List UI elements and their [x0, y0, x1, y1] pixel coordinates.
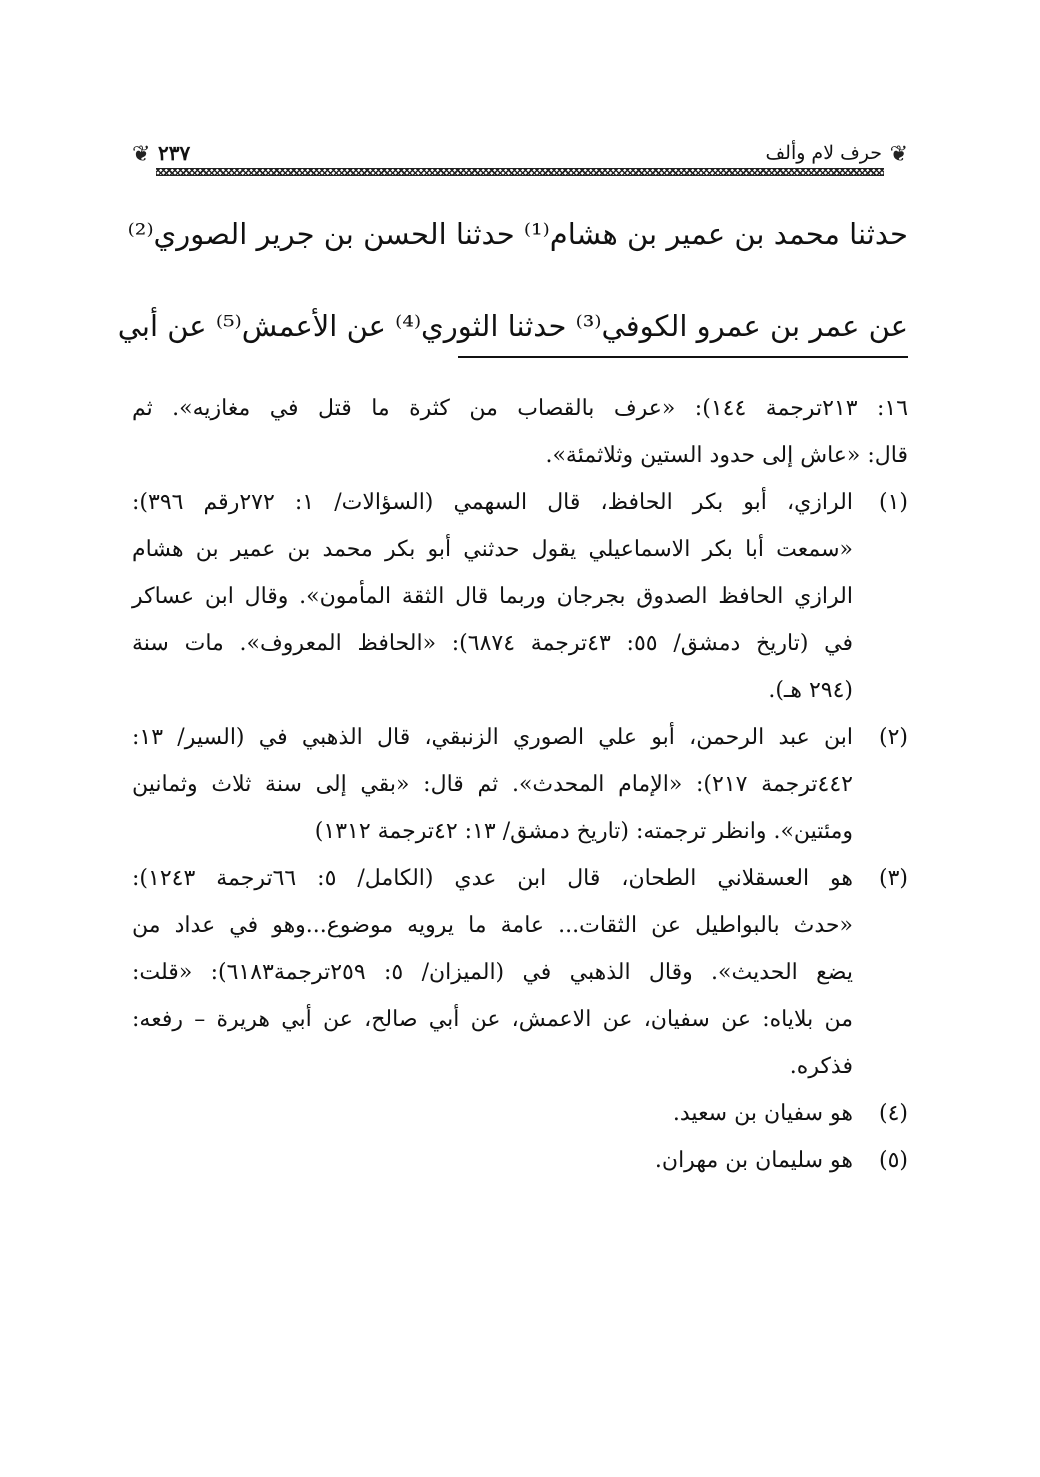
footnote-line: هو سفيان بن سعيد.	[672, 1101, 853, 1126]
footnote-line: هو العسقلاني الطحان، قال ابن عدي (الكامل/ ٥: ٦٦ترجمة ١٢٤٣):	[132, 866, 853, 891]
footnote-line: من بلاياه: عن سفيان، عن الاعمش، عن أبي صالح، عن أبي هريرة – رفعه:	[132, 1007, 853, 1032]
footnote-line: في (تاريخ دمشق/ ٥٥: ٤٣ترجمة ٦٨٧٤): «الحافظ المعروف». مات سنة	[132, 631, 854, 656]
footnote-line: قال: «عاش إلى حدود الستين وثلاثمئة».	[545, 443, 908, 468]
footnote-number: (٢)	[878, 725, 908, 750]
footnote-3	[132, 855, 908, 1090]
footnote-line: يضع الحديث». وقال الذهبي في (الميزان/ ٥: ٢٥٩ترجمة٦١٨٣): «قلت:	[132, 960, 854, 985]
main-text-line: عن عمر بن عمرو الكوفي⁽³⁾ حدثنا الثوري⁽⁴⁾ عن الأعمش⁽⁵⁾ عن أبي	[117, 309, 908, 343]
footnote-number: (٥)	[878, 1148, 908, 1173]
footnote-line: «حدث بالبواطيل عن الثقات... عامة ما يرويه موضوع...وهو في عداد من	[132, 913, 853, 938]
page-number: ٢٣٧	[158, 141, 191, 165]
footnote-line: ابن عبد الرحمن، أبو علي الصوري الزنبقي، قال الذهبي في (السير/ ١٣:	[132, 725, 853, 750]
footnote-4	[132, 1090, 908, 1137]
footnote-line: الرازي الحافظ الصدوق بجرجان وربما قال الثقة المأمون». وقال ابن عساكر	[132, 584, 853, 609]
footnote-line: الرازي، أبو بكر الحافظ، قال السهمي (السؤالات/ ١: ٢٧٢رقم ٣٩٦):	[132, 490, 854, 515]
footnote-line: (٢٩٤ هـ).	[768, 678, 853, 703]
footnote-line: هو سليمان بن مهران.	[654, 1148, 853, 1173]
ornament-left-icon: ❦	[132, 142, 151, 167]
footnote-number: (٣)	[878, 866, 908, 891]
footnotes	[132, 385, 908, 1184]
chapter-title: حرف لام وألف	[765, 142, 882, 164]
footnote-1	[132, 479, 908, 714]
header-rule	[156, 168, 884, 176]
page-header	[132, 140, 908, 180]
footnote-2	[132, 714, 908, 855]
footnote-number: (٤)	[878, 1101, 908, 1126]
footnote-number: (١)	[878, 490, 908, 515]
footnote-5	[132, 1137, 908, 1184]
footnote-separator	[458, 356, 908, 358]
footnote-line: «سمعت أبا بكر الاسماعيلي يقول حدثني أبو بكر محمد بن عمير بن هشام	[132, 537, 853, 562]
main-text	[117, 188, 908, 372]
footnote-line: ٤٤٢ترجمة ٢١٧): «الإمام المحدث». ثم قال: «بقي إلى سنة ثلاث وثمانين	[132, 772, 853, 797]
footnote-line: ١٦: ٢١٣ترجمة ١٤٤): «عرف بالقصاب من كثرة ما قتل في مغازيه». ثم	[132, 396, 909, 421]
footnote-line: فذكره.	[789, 1054, 853, 1079]
footnote-line: ومئتين». وانظر ترجمته: (تاريخ دمشق/ ١٣: ٤٢ترجمة ١٣١٢)	[314, 819, 853, 844]
ornament-right-icon: ❦	[889, 142, 908, 167]
footnote-continuation	[132, 385, 908, 479]
main-text-line: حدثنا محمد بن عمير بن هشام⁽¹⁾ حدثنا الحسن بن جرير الصوري⁽²⁾	[127, 217, 908, 251]
